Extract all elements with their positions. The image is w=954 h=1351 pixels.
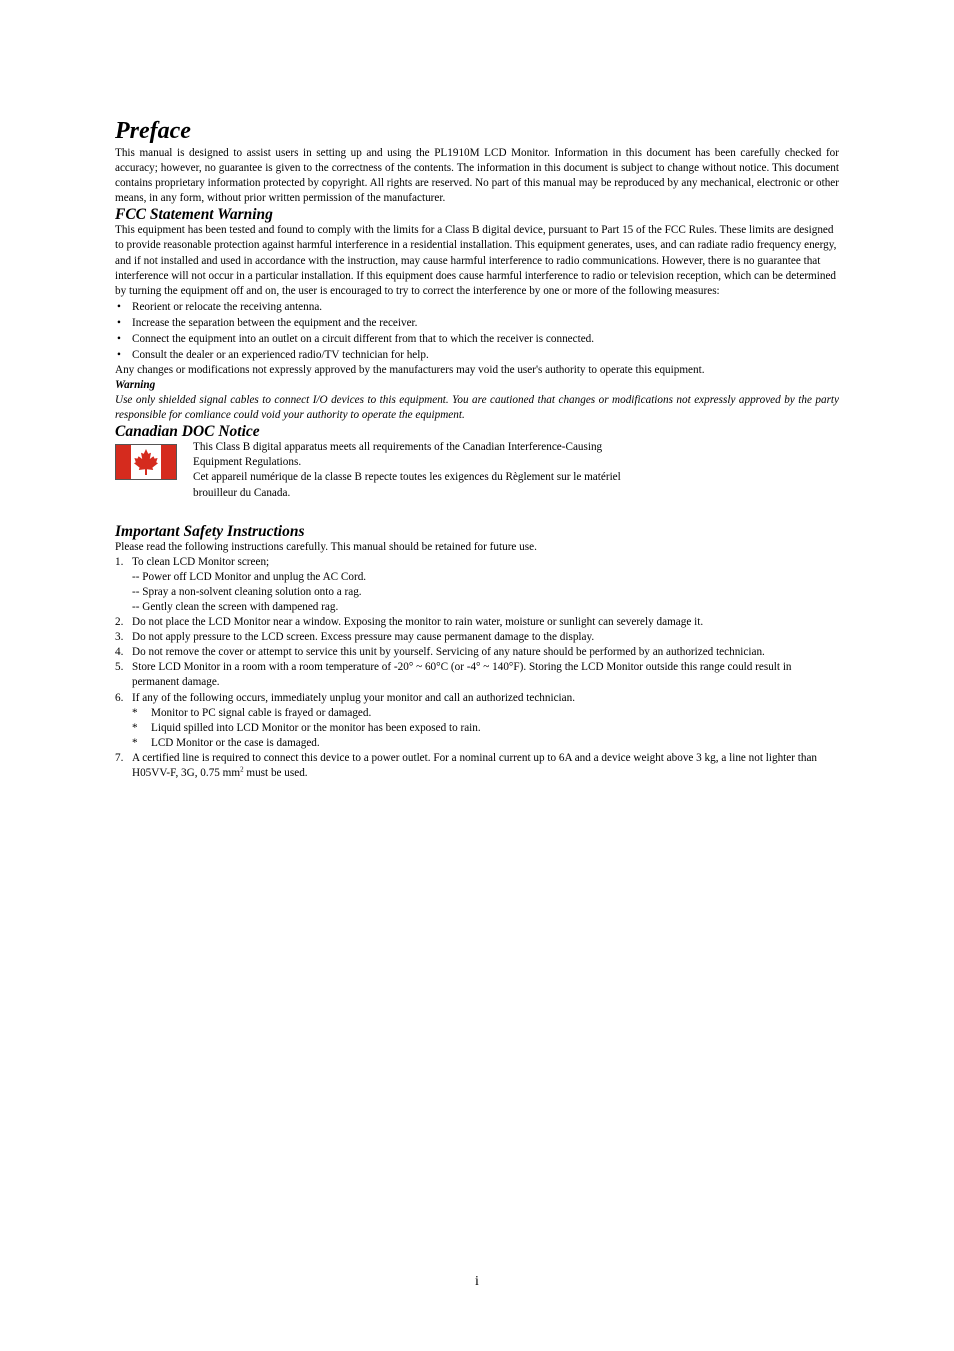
list-item: 3. Do not apply pressure to the LCD screen. Excess pressure may cause permanent damage to the display. (115, 631, 595, 644)
canada-flag-icon (115, 444, 177, 480)
canada-line: This Class B digital apparatus meets all requirements of the Canadian Interference-Causing (193, 441, 603, 454)
list-item: • Increase the separation between the equipment and the receiver. (115, 315, 839, 331)
safety-list (115, 555, 839, 781)
list-item: 2. Do not place the LCD Monitor near a window. Exposing the monitor to rain water, moisture or sunlight can severely damage it. (115, 616, 704, 629)
canada-notice (115, 440, 839, 500)
page-number: i (475, 1274, 479, 1289)
asterisk-mark: * (132, 736, 138, 749)
list-item: 4. Do not remove the cover or attempt to service this unit by yourself. Servicing of any nature should be performed by an authorized technician. (115, 646, 765, 659)
warning-text: Use only shielded signal cables to connect I/O devices to this equipment. You are cautioned that changes or modifications not expressly approved by the party responsible for comliance could void your authority to operate the equipment. (115, 394, 839, 422)
fcc-body: This equipment has been tested and found to comply with the limits for a Class B digital device, pursuant to Part 15 of the FCC Rules. These limits are designed to provide reasonable protection against harmful interference in a residential installation. This equipment generates, uses, and can radiate radio frequency energy, and if not installed and used in accordance with the instruction, may cause harmful interference to radio communications. However, there is no guarantee that interference will not occur in a particular installation. If this equipment does cause harmful interference to radio or television reception, which can be determined by turning the equipment off and on, the user is encouraged to try to correct the interference by one or more of the following measures: (115, 224, 837, 297)
canada-line: Equipment Regulations. (193, 456, 302, 469)
warning-title: Warning (115, 378, 156, 391)
canada-line: brouilleur du Canada. (193, 486, 291, 499)
list-item: 5. Store LCD Monitor in a room with a room temperature of -20° ~ 60°C (or -4° ~ 140°F). Storing the LCD Monitor outside this range could result in permanent damage. (115, 661, 792, 689)
safety-heading: Important Safety Instructions (115, 522, 305, 540)
list-item: • Connect the equipment into an outlet on a circuit different from that to which the receiver is connected. (115, 331, 839, 347)
list-item: 7. A certified line is required to connect this device to a power outlet. For a nominal current up to 6A and a device weight above 3 kg, a line not lighter than H05VV-F, 3G, 0.75 $mm^2$ must be used. (115, 751, 818, 779)
asterisk-mark: * (132, 721, 138, 734)
intro-paragraph: This manual is designed to assist users in setting up and using the PL1910M LCD Monitor. Information in this document has been carefully checked for accuracy; however, no guarantee is given to the correctness of the contents. The information in this document is subject to change without notice. This document contains proprietary information protected by copyright. All rights are reserved. No part of this manual may be reproduced by any mechanical, electronic or other means, in any form, without prior written permission of the manufacturer. (115, 147, 839, 205)
asterisk-mark: * (132, 706, 138, 719)
canada-heading: Canadian DOC Notice (115, 423, 260, 441)
list-item: • Reorient or relocate the receiving antenna. (115, 299, 839, 315)
fcc-closing: Any changes or modifications not expressly approved by the manufacturers may void the user's authority to operate this equipment. (115, 363, 705, 376)
document-page (115, 116, 839, 781)
fcc-measures-list (115, 299, 839, 363)
superscript: 2 (240, 765, 244, 774)
safety-intro: Please read the following instructions carefully. This manual should be retained for future use. (115, 540, 537, 553)
canada-line: Cet appareil numérique de la classe B repecte toutes les exigences du Règlement sur le matériel (193, 471, 621, 484)
list-item: • Consult the dealer or an experienced radio/TV technician for help. (115, 347, 839, 363)
fcc-heading: FCC Statement Warning (115, 206, 273, 224)
list-item: 6. If any of the following occurs, immediately unplug your monitor and call an authorized technician. * Monitor to PC signal cable is frayed or damaged. * Liquid spilled into LCD Monitor or the monitor has been exposed to rain. * LCD Monitor or the case is damaged. (115, 691, 839, 751)
list-item: 1. To clean LCD Monitor screen; -- Power off LCD Monitor and unplug the AC Cord. -- Spray a non-solvent cleaning solution onto a rag. -- Gently clean the screen with dampened rag. (115, 555, 367, 613)
page-title: Preface (115, 118, 191, 144)
